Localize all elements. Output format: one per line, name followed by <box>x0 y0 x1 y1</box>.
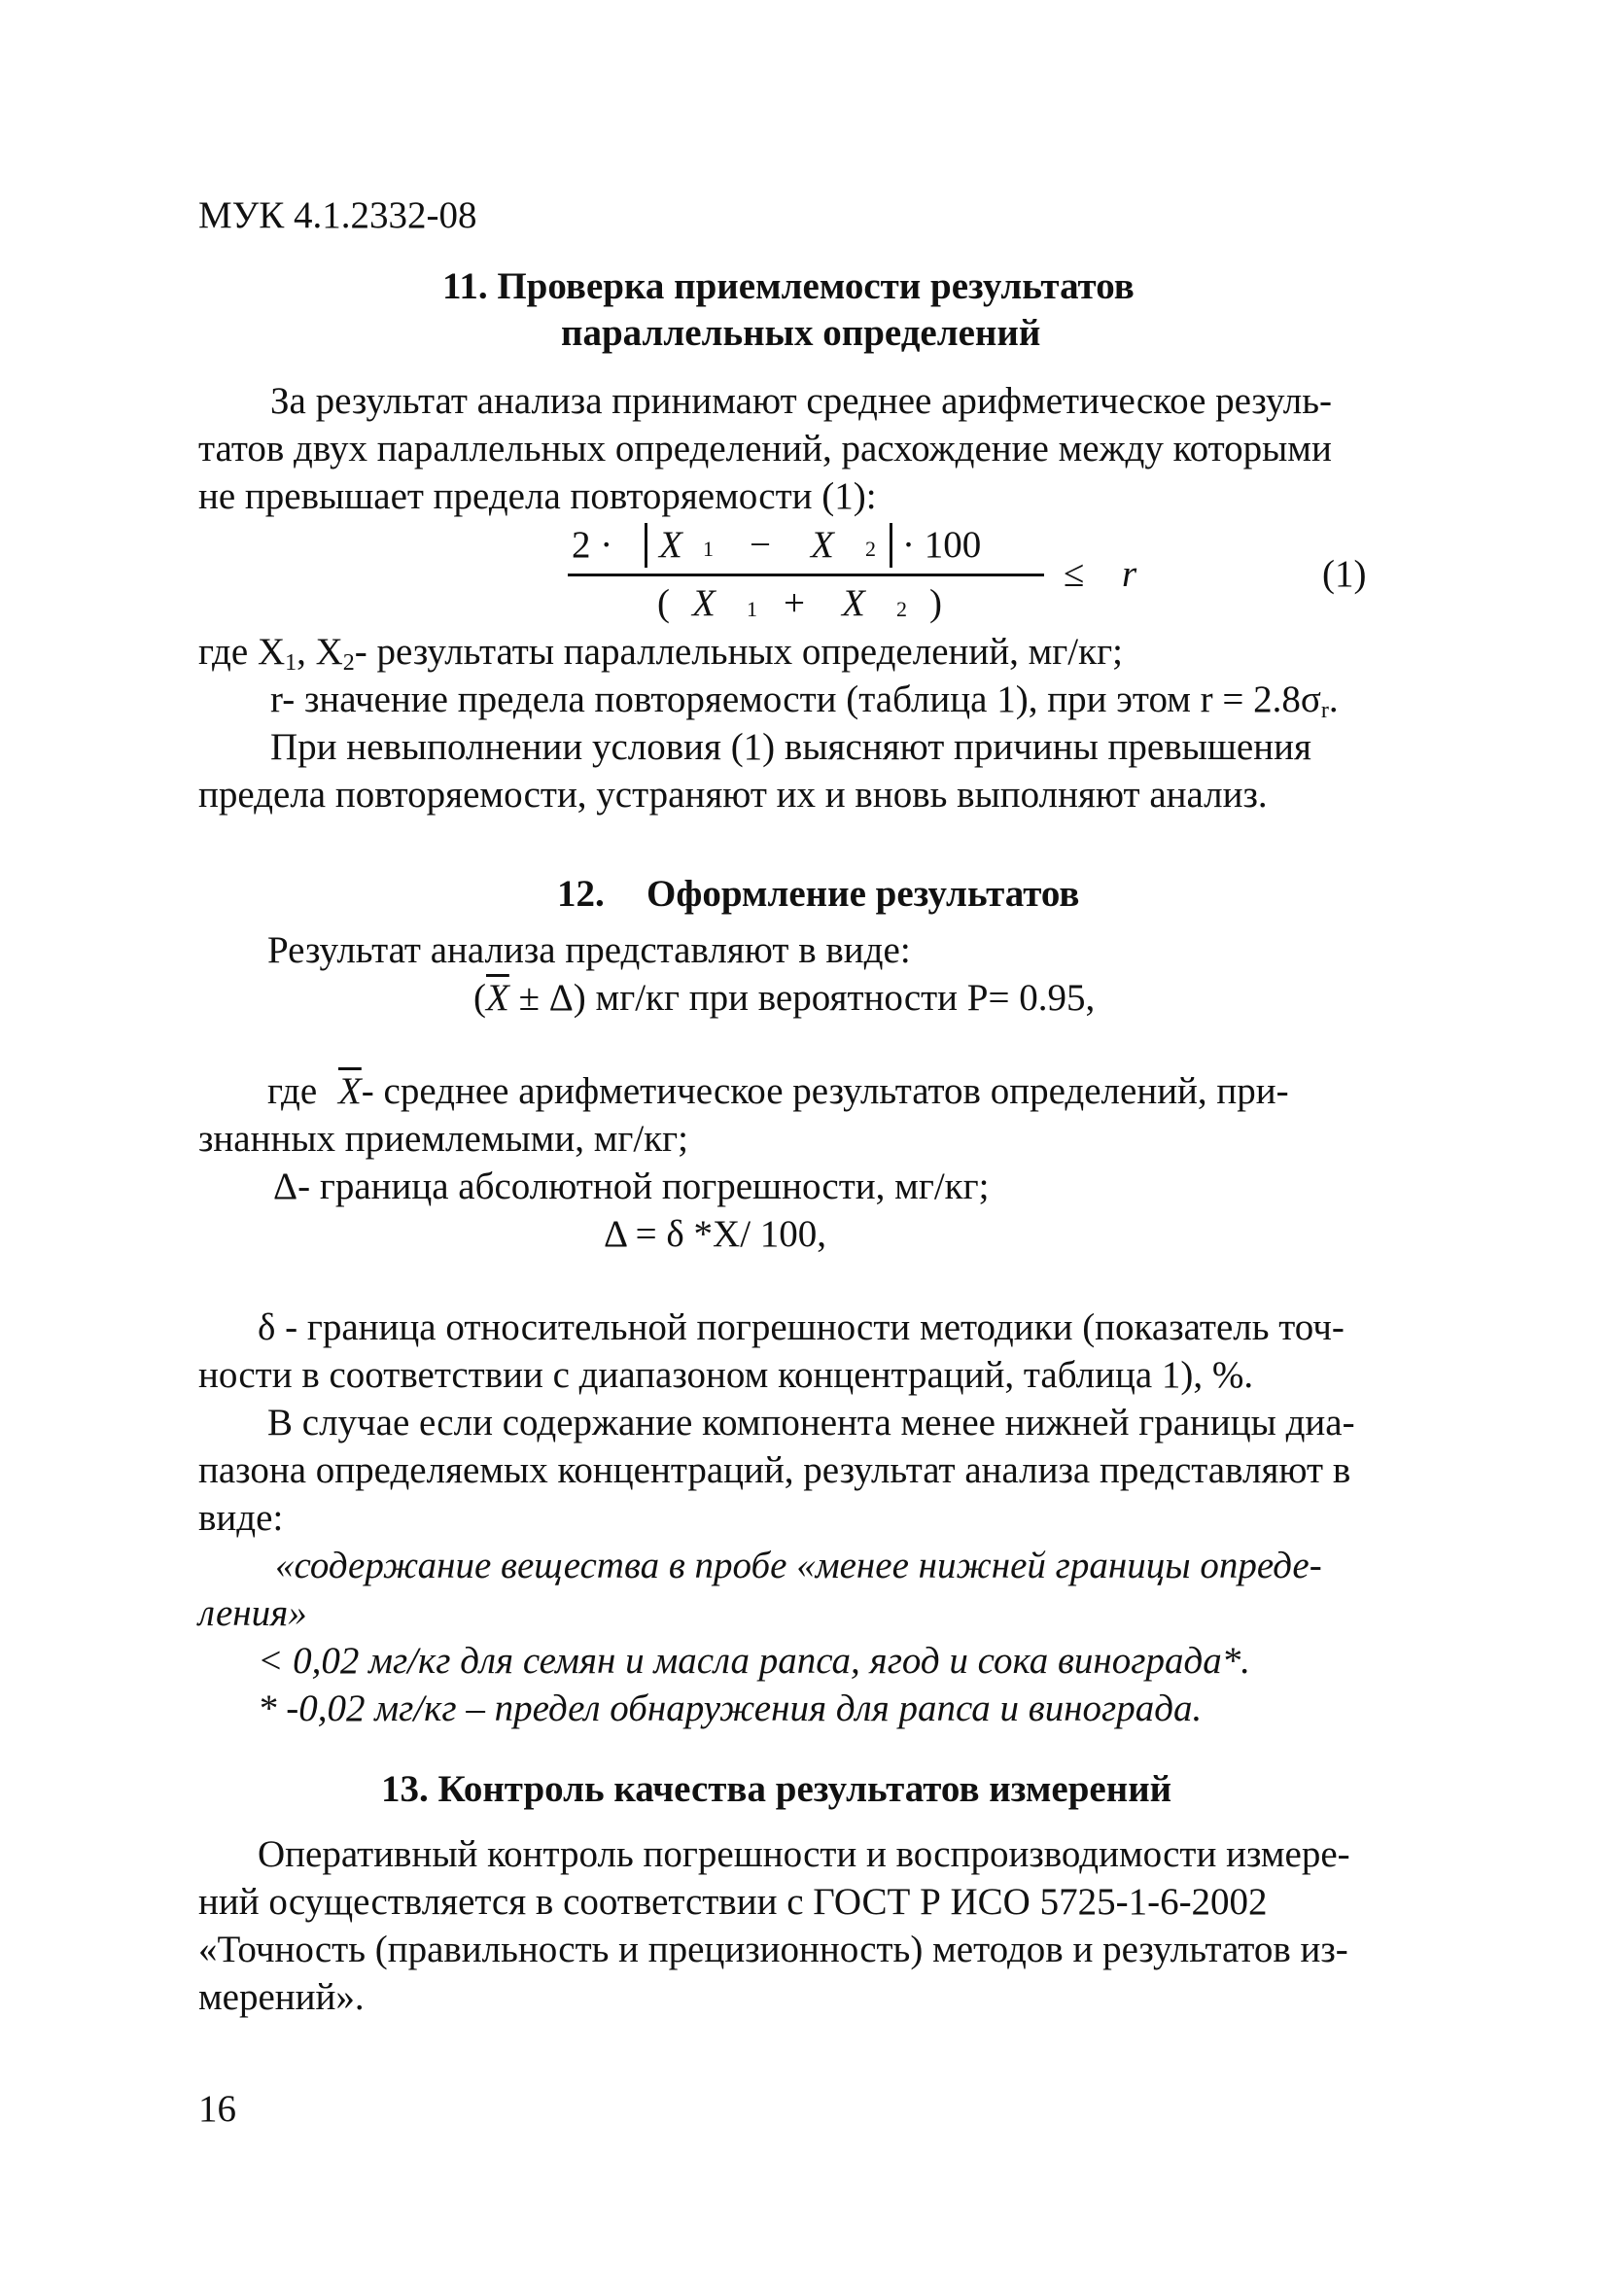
formula-den-x1: X <box>692 582 716 624</box>
where-r-post: . <box>1328 678 1339 720</box>
s13-para-line2: ний осуществляется в соответствии с ГОСТ Р ИСО 5725-1-6-2002 <box>198 1881 1268 1923</box>
where-r-text: r- значение предела повторяемости (таблица 1), при этом r = 2.8σ <box>270 678 1321 720</box>
s13-para-line1: Оперативный контроль погрешности и воспроизводимости измере- <box>258 1833 1350 1875</box>
s11-para1-line3: не превышает предела повторяемости (1): <box>198 475 877 517</box>
abs-bar-left <box>645 523 647 568</box>
formula-den-sub2: 2 <box>896 597 907 621</box>
where-post: - результаты параллельных определений, мг/кг; <box>354 631 1123 673</box>
section-11-title-line2: параллельных определений <box>561 312 1041 354</box>
s12-where-x-line1 <box>267 1072 1289 1110</box>
s11-para2-line2: предела повторяемости, устраняют их и вновь выполняют анализ. <box>198 774 1268 816</box>
abs-bar-right <box>890 523 892 568</box>
s12-where-x-line2: знанных приемлемыми, мг/кг; <box>198 1118 689 1160</box>
s12-case-line2: пазона определяемых концентраций, результат анализа представляют в <box>198 1449 1351 1491</box>
page-number: 16 <box>198 2088 236 2130</box>
s12-italic-line3: < 0,02 мг/кг для семян и масла рапса, ягод и сока винограда*. <box>258 1640 1250 1682</box>
s11-where-line2 <box>270 680 1339 722</box>
where-sub1: 1 <box>285 650 297 676</box>
section-12-title-num: 12. <box>557 873 605 915</box>
s11-para1-line1: За результат анализа принимают среднее арифметическое резуль- <box>270 380 1333 422</box>
formula-num-suffix: · 100 <box>902 524 982 566</box>
s12-case-line1: В случае если содержание компонента менее нижней границы диа- <box>267 1402 1355 1444</box>
where-x-post: - среднее арифметическое результатов определений, при- <box>361 1070 1289 1112</box>
where-x-var: $\overline{X}$ <box>337 1070 362 1112</box>
formula-number: (1) <box>1322 553 1367 595</box>
s12-delta-rel-line2: ности в соответствии с диапазоном концентраций, таблица 1), %. <box>198 1354 1254 1396</box>
formula-den-close: ) <box>929 582 942 624</box>
s12-italic-line2: ления» <box>198 1592 307 1634</box>
formula-den-plus: + <box>784 582 805 624</box>
s12-delta-rel-line1: δ - граница относительной погрешности методики (показатель точ- <box>258 1306 1345 1348</box>
s12-delta-formula: Δ = δ *X/ 100, <box>604 1213 827 1255</box>
formula-rhs-r: r <box>1122 553 1137 595</box>
formula-den-sub1: 1 <box>747 597 757 621</box>
s12-result-expression <box>473 979 1095 1017</box>
s12-italic-line4: * -0,02 мг/кг – предел обнаружения для рапса и винограда. <box>258 1687 1203 1729</box>
formula-num-sub1: 1 <box>703 537 714 561</box>
formula-num-prefix: 2 · <box>572 524 613 566</box>
where-x-pre: где <box>267 1070 318 1112</box>
formula-num-x1: X <box>659 524 682 566</box>
s13-para-line3: «Точность (правильность и прецизионность) методов и результатов из- <box>198 1929 1348 1970</box>
formula-den-x2: X <box>842 582 865 624</box>
formula-rhs-leq: ≤ <box>1064 553 1085 595</box>
where-mid: , X <box>297 631 343 673</box>
s12-case-line3: виде: <box>198 1497 284 1539</box>
formula-den-open: ( <box>657 582 670 624</box>
s13-para-line4: мерений». <box>198 1976 365 2018</box>
result-rest: ± Δ) мг/кг при вероятности Р= 0.95, <box>508 977 1096 1019</box>
formula-num-x2: X <box>811 524 834 566</box>
s11-para2-line1: При невыполнении условия (1) выясняют причины превышения <box>270 726 1311 768</box>
result-open-paren: ( <box>473 977 486 1019</box>
section-12-title-text: Оформление результатов <box>646 873 1080 915</box>
formula-num-minus: − <box>750 524 771 566</box>
fraction-bar <box>568 574 1044 576</box>
s11-para1-line2: татов двух параллельных определений, расхождение между которыми <box>198 428 1332 470</box>
result-x-bar: $\overline{X}$ <box>486 977 509 1019</box>
where-x-text: где X <box>198 631 286 673</box>
section-11-title-line1: 11. Проверка приемлемости результатов <box>442 265 1135 307</box>
s12-italic-line1: «содержание вещества в пробе «менее нижней границы опреде- <box>275 1545 1322 1586</box>
formula-num-sub2: 2 <box>865 537 876 561</box>
s12-delta-line: Δ- граница абсолютной погрешности, мг/кг; <box>273 1165 990 1207</box>
s12-line1: Результат анализа представляют в виде: <box>267 929 911 971</box>
section-13-title: 13. Контроль качества результатов измерений <box>381 1768 1172 1810</box>
document-code: МУК 4.1.2332-08 <box>198 194 477 236</box>
where-sub2: 2 <box>342 650 355 676</box>
where-r-sub: r <box>1320 698 1329 723</box>
s11-where-line1 <box>198 633 1123 675</box>
